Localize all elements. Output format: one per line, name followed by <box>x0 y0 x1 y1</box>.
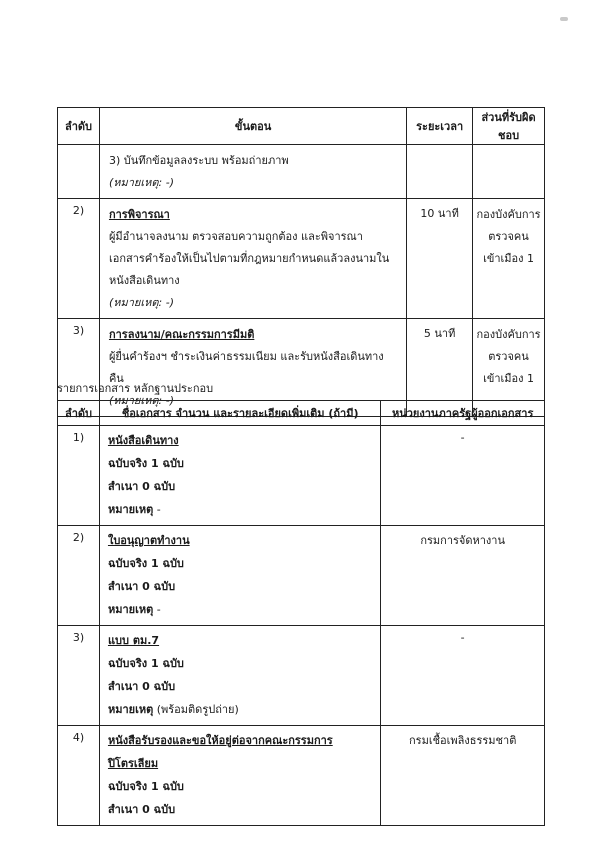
document-details <box>99 526 380 626</box>
document-copy: สำเนา 0 ฉบับ <box>107 803 176 816</box>
document-details <box>99 626 380 726</box>
step-row <box>58 145 545 199</box>
documents-header-row <box>58 401 545 426</box>
step-number <box>58 145 100 199</box>
document-note <box>108 698 374 721</box>
document-name: หนังสือเดินทาง <box>107 434 179 447</box>
step-duration <box>407 145 473 199</box>
step-title: การลงนาม/คณะกรรมการมีมติ <box>108 328 255 341</box>
step-number: 3) <box>58 319 100 417</box>
note-label: หมายเหตุ <box>107 503 154 516</box>
note-value: (พร้อมติดรูปถ่าย) <box>153 703 239 716</box>
header-duration: ระยะเวลา <box>407 108 473 145</box>
responsible-line: เข้าเมือง 1 <box>483 372 535 385</box>
document-name: แบบ ตม.7 <box>107 634 160 647</box>
header-document-name: ชื่อเอกสาร จำนวน และรายละเอียดเพิ่มเติม (ถ้ามี) <box>99 401 380 426</box>
document-details <box>99 426 380 526</box>
document-row <box>58 626 545 726</box>
step-note: (หมายเหตุ: -) <box>108 296 174 309</box>
document-copy: สำเนา 0 ฉบับ <box>107 480 176 493</box>
document-row <box>58 726 545 826</box>
document-row <box>58 426 545 526</box>
step-line: ผู้ยื่นคำร้องฯ ชำระเงินค่าธรรมเนียม และรับหนังสือเดินทาง <box>108 350 384 363</box>
document-name: ใบอนุญาตทำงาน <box>107 534 190 547</box>
responsible-line: เข้าเมือง 1 <box>483 252 535 265</box>
header-step: ขั้นตอน <box>99 108 406 145</box>
documents-table <box>57 400 545 826</box>
document-original: ฉบับจริง 1 ฉบับ <box>107 557 184 570</box>
step-line: คืน <box>108 372 124 385</box>
document-agency: - <box>381 626 545 726</box>
note-label: หมายเหตุ <box>107 603 154 616</box>
step-duration: 10 นาที <box>407 199 473 319</box>
document-number: 3) <box>58 626 100 726</box>
step-title: การพิจารณา <box>108 208 170 221</box>
scan-mark <box>560 17 568 21</box>
document-number: 4) <box>58 726 100 826</box>
step-responsible <box>473 145 545 199</box>
note-value: - <box>153 503 161 516</box>
step-line: เอกสารคำร้องให้เป็นไปตามที่กฎหมายกำหนดแล้วลงนามใน <box>108 252 390 265</box>
note-label: หมายเหตุ <box>107 703 154 716</box>
step-note: (หมายเหตุ: -) <box>108 394 174 407</box>
document-number: 2) <box>58 526 100 626</box>
steps-header-row <box>58 108 545 145</box>
note-value: - <box>153 603 161 616</box>
document-original: ฉบับจริง 1 ฉบับ <box>107 780 184 793</box>
step-line: หนังสือเดินทาง <box>108 274 180 287</box>
step-duration: 5 นาที <box>407 319 473 417</box>
step-number: 2) <box>58 199 100 319</box>
document-agency: กรมเชื้อเพลิงธรรมชาติ <box>381 726 545 826</box>
document-agency: กรมการจัดหางาน <box>381 526 545 626</box>
document-original: ฉบับจริง 1 ฉบับ <box>107 457 184 470</box>
document-copy: สำเนา 0 ฉบับ <box>107 580 176 593</box>
header-responsible: ส่วนที่รับผิดชอบ <box>473 108 545 145</box>
step-description <box>99 199 406 319</box>
document-note <box>108 498 374 521</box>
header-order: ลำดับ <box>58 401 100 426</box>
document-agency: - <box>381 426 545 526</box>
header-order: ลำดับ <box>58 108 100 145</box>
document-number: 1) <box>58 426 100 526</box>
steps-table <box>57 107 545 417</box>
responsible-line: กองบังคับการตรวจคน <box>476 328 541 363</box>
document-note <box>108 598 374 621</box>
header-issuing-agency: หน่วยงานภาครัฐผู้ออกเอกสาร <box>381 401 545 426</box>
step-line: ผู้มีอำนาจลงนาม ตรวจสอบความถูกต้อง และพิจารณา <box>108 230 363 243</box>
step-row <box>58 199 545 319</box>
documents-heading: รายการเอกสาร หลักฐานประกอบ <box>57 382 214 395</box>
step-line: 3) บันทึกข้อมูลลงระบบ พร้อมถ่ายภาพ <box>108 154 289 167</box>
document-original: ฉบับจริง 1 ฉบับ <box>107 657 184 670</box>
step-responsible <box>473 199 545 319</box>
responsible-line: กองบังคับการตรวจคน <box>476 208 541 243</box>
document-row <box>58 526 545 626</box>
document-details <box>99 726 380 826</box>
step-description <box>99 145 406 199</box>
document-copy: สำเนา 0 ฉบับ <box>107 680 176 693</box>
document-name: หนังสือรับรองและขอให้อยู่ต่อจากคณะกรรมการปิโตรเลียม <box>107 734 333 770</box>
step-note: (หมายเหตุ: -) <box>108 176 174 189</box>
